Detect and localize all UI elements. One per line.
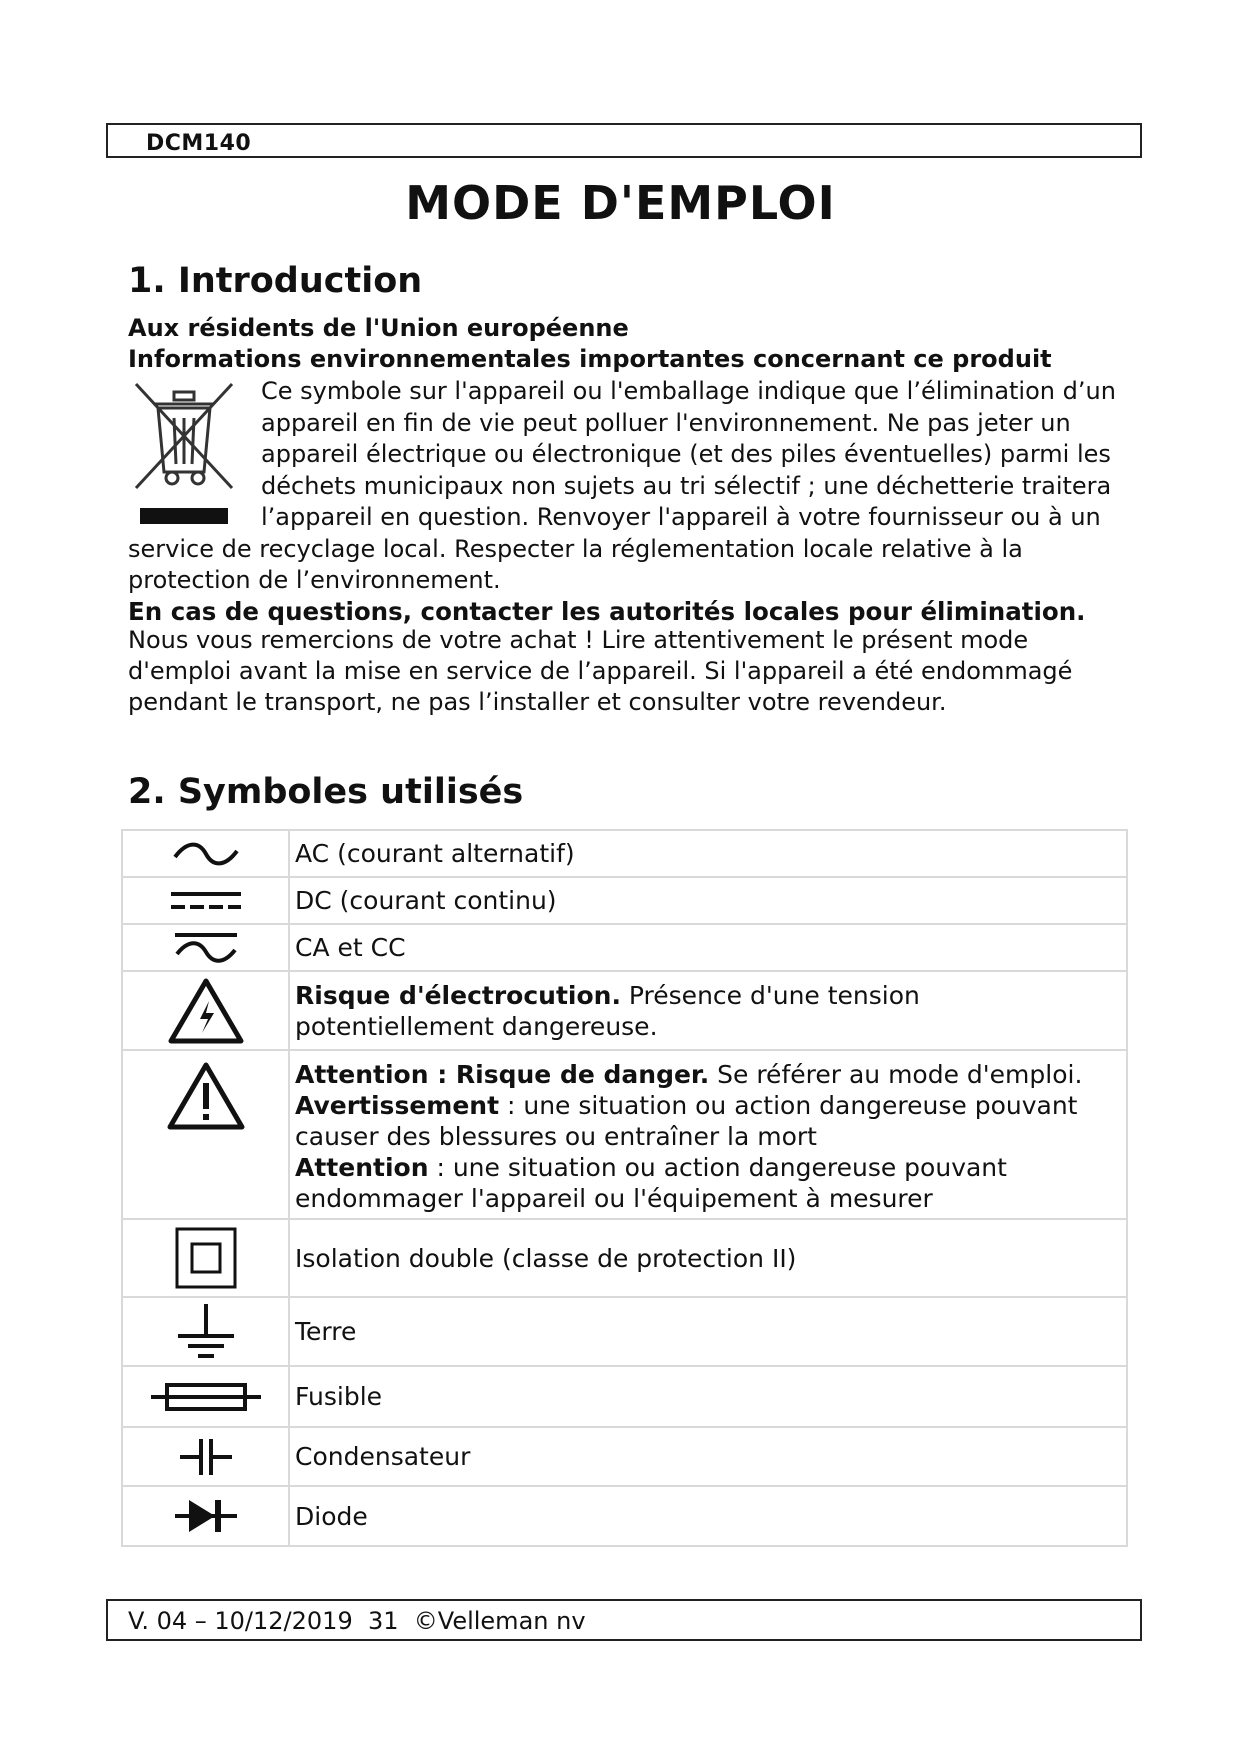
contact-note: En cas de questions, contacter les autorités locales pour élimination. bbox=[128, 597, 1086, 626]
table-row bbox=[122, 924, 1127, 971]
symbol-description: Condensateur bbox=[289, 1427, 1127, 1486]
dc-icon bbox=[122, 877, 289, 924]
fuse-icon bbox=[122, 1366, 289, 1427]
table-row bbox=[122, 877, 1127, 924]
symbol-description: Isolation double (classe de protection II) bbox=[289, 1219, 1127, 1297]
table-row bbox=[122, 830, 1127, 877]
section-1-heading: 1. Introduction bbox=[128, 261, 423, 301]
symbol-description: Diode bbox=[289, 1486, 1127, 1546]
caution-warning-icon bbox=[122, 1050, 289, 1219]
ground-icon bbox=[122, 1297, 289, 1366]
footer-version-text: V. 04 – 10/12/2019 31 ©Velleman nv bbox=[128, 1607, 586, 1635]
symbol-description: AC (courant alternatif) bbox=[289, 830, 1127, 877]
model-label: DCM140 bbox=[146, 131, 252, 156]
symbol-description: Risque d'électrocution. Présence d'une tension potentiellement dangereuse. bbox=[289, 971, 1127, 1050]
ac-dc-icon bbox=[122, 924, 289, 971]
symbol-description: Terre bbox=[289, 1297, 1127, 1366]
symbol-description: Fusible bbox=[289, 1366, 1127, 1427]
eu-residents-subheading: Aux résidents de l'Union européenne bbox=[128, 314, 629, 342]
environment-info-subheading: Informations environnementales importantes concernant ce produit bbox=[128, 345, 1052, 373]
table-row bbox=[122, 1427, 1127, 1486]
table-row bbox=[122, 1297, 1127, 1366]
double-insulation-icon bbox=[122, 1219, 289, 1297]
symbol-description: Attention : Risque de danger. Se référer au mode d'emploi. Avertissement : une situation ou action dangereuse pouvant causer des blessures ou entraîner la mort Attention : une situation ou action dangereuse pouvant endommager l'appareil ou l'équipement à mesurer bbox=[289, 1050, 1127, 1219]
thanks-paragraph: Nous vous remercions de votre achat ! Lire attentivement le présent mode d'emploi avant la mise en service de l’appareil. Si l'appareil a été endommagé pendant le transport, ne pas l’installer et consulter votre revendeur. bbox=[128, 626, 1073, 716]
table-row bbox=[122, 1486, 1127, 1546]
table-row bbox=[122, 1050, 1127, 1219]
weee-paragraph: Ce symbole sur l'appareil ou l'emballage indique que l’élimination d’un appareil en fin de vie peut polluer l'environnement. Ne pas jeter un appareil électrique ou électronique (et des piles éventuelles) parmi les déchets municipaux non sujets au tri sélectif ; une déchetterie traitera l’appareil en question. Renvoyer l'appareil à votre fournisseur ou à un service de recyclage local. Respecter la réglementation locale relative à la protection de l’environnement. bbox=[128, 377, 1116, 594]
weee-icon bbox=[128, 376, 261, 528]
diode-icon bbox=[122, 1486, 289, 1546]
symbol-description: CA et CC bbox=[289, 924, 1127, 971]
page-title: MODE D'EMPLOI bbox=[405, 176, 836, 230]
symbol-description: DC (courant continu) bbox=[289, 877, 1127, 924]
table-row bbox=[122, 971, 1127, 1050]
header-box bbox=[106, 123, 1142, 158]
capacitor-icon bbox=[122, 1427, 289, 1486]
table-row bbox=[122, 1366, 1127, 1427]
ac-icon bbox=[122, 830, 289, 877]
footer-box bbox=[106, 1599, 1142, 1641]
symbols-table bbox=[121, 829, 1128, 1547]
section-2-heading: 2. Symboles utilisés bbox=[128, 772, 524, 812]
table-row bbox=[122, 1219, 1127, 1297]
electrocution-warning-icon bbox=[122, 971, 289, 1050]
